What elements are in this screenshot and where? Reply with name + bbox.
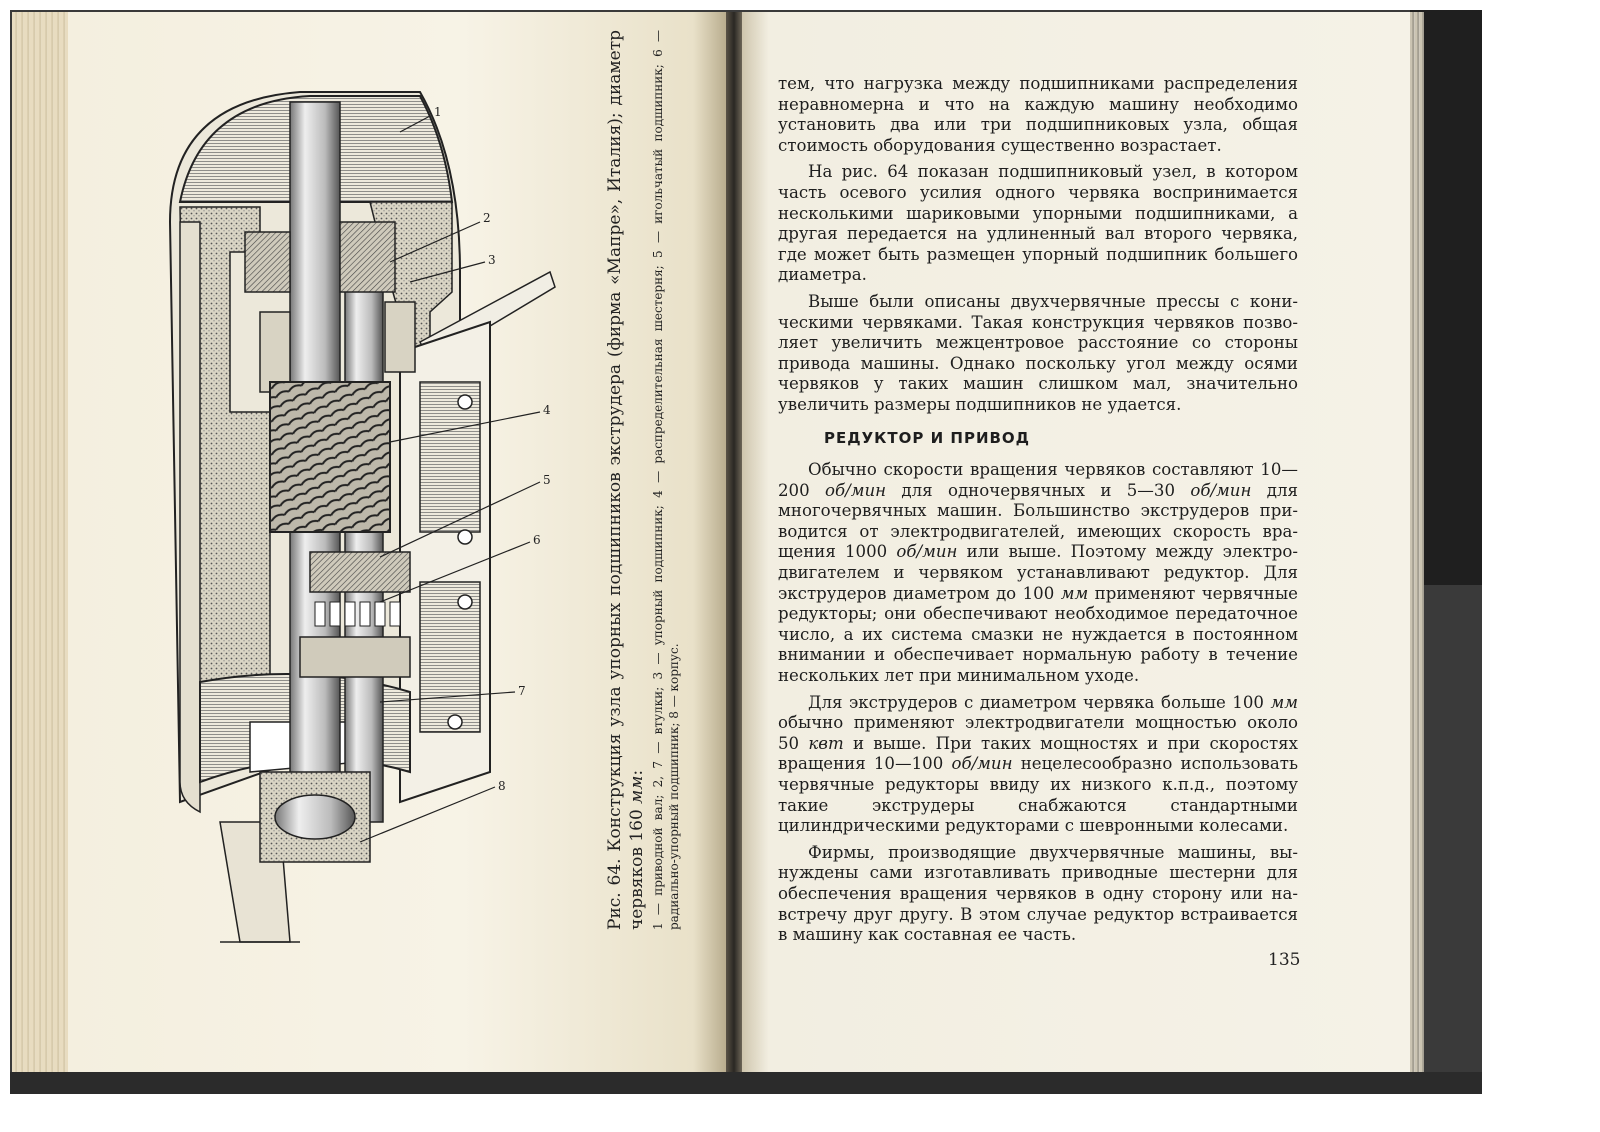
book-gutter (726, 12, 742, 1078)
section-heading: РЕДУКТОР И ПРИВОД (824, 428, 1031, 447)
page-number: 135 (1268, 950, 1301, 970)
callout-2: 2 (483, 211, 491, 225)
extruder-bearing-illustration (160, 82, 560, 952)
caption-legend: 1 — приводной вал; 2, 7 — втулки; 3 — упорный подшипник; 4 — распределительная шестерня; 5 — игольчатый подшипник; 6 — радиально-упорный подшипник; 8 — корпус. (651, 30, 681, 930)
callout-7: 7 (518, 684, 526, 698)
book-page-edges-left (12, 12, 70, 1072)
paragraph-6: Фирмы, производящие двухчервячные машины, вынуждены сами изготавливать приводные шестерни для обеспечения вращения червяков в одну сторону или навстречу друг другу. В этом случае редуктор встраивается в машину как составная ее часть. (778, 842, 1298, 945)
paragraph-3: Выше были описаны двухчервячные прессы с коническими червяками. Такая конструкция червяков позволяет увеличить межцентровое расстояние со стороны привода машины. Однако поскольку угол между осями червяков у таких машин слишком мал, значительно увеличить размеры подшипников не удается. (778, 291, 1298, 414)
paragraph-2: На рис. 64 показан подшипниковый узел, в котором часть осевого усилия одного червяка воспринимается несколькими шариковыми упорными подшипниками, а другая передается на удлиненный вал второго червяка, где может быть размещен упорный подшипник большего диаметра. (778, 162, 1298, 285)
paragraph-5: Для экструдеров с диаметром червяка больше 100 мм обычно применяют электродвигатели мощностью около 50 квт и выше. При таких мощностях и при скоростях вращения 10—100 об/мин нецелесообразно использовать червячные редукторы ввиду их низкого к.п.д., поэтому такие экструдеры снабжаются стандартными цилиндрическими редукторами с шевронными колесами. (778, 692, 1299, 836)
callout-6: 6 (533, 533, 541, 547)
callout-3: 3 (488, 253, 496, 267)
callout-8: 8 (498, 779, 506, 793)
paragraph-1: тем, что нагрузка между подшипниками распределения неравномерна и что на каждую машину необходимо установить два или три подшипниковых узла, общая стоимость оборудования существенно возрастает. (778, 74, 1298, 155)
paragraph-4: Обычно скорости вращения червяков составляют 10—200 об/мин для одночервячных и 5—30 об/мин для многочервячных машин. Большинство экструдеров приводится от электродвигателей, имеющих скорость вращения 1000 об/мин или выше. Поэтому между электродвигателем и червяком устанавливают редуктор. Для экструдеров диаметром до 100 мм применяют червячные редукторы; они обеспечивают необходимое передаточное число, а их система смазки не нуждается в постоянном внимании и обеспечивает нормальную работу в течение нескольких лет при минимальном уходе. (778, 460, 1298, 686)
caption-title: Рис. 64. Конструкция узла упорных подшипников экструдера (фирма «Мапре», Италия); диаметр червяков 160 мм: (605, 30, 647, 930)
book-page-edges-right (1410, 12, 1424, 1072)
figure-caption (604, 30, 681, 930)
callout-5: 5 (543, 473, 551, 487)
bottom-shadow (10, 1072, 1482, 1094)
callout-4: 4 (543, 403, 551, 417)
callout-1: 1 (434, 105, 442, 119)
body-text (778, 74, 1298, 952)
